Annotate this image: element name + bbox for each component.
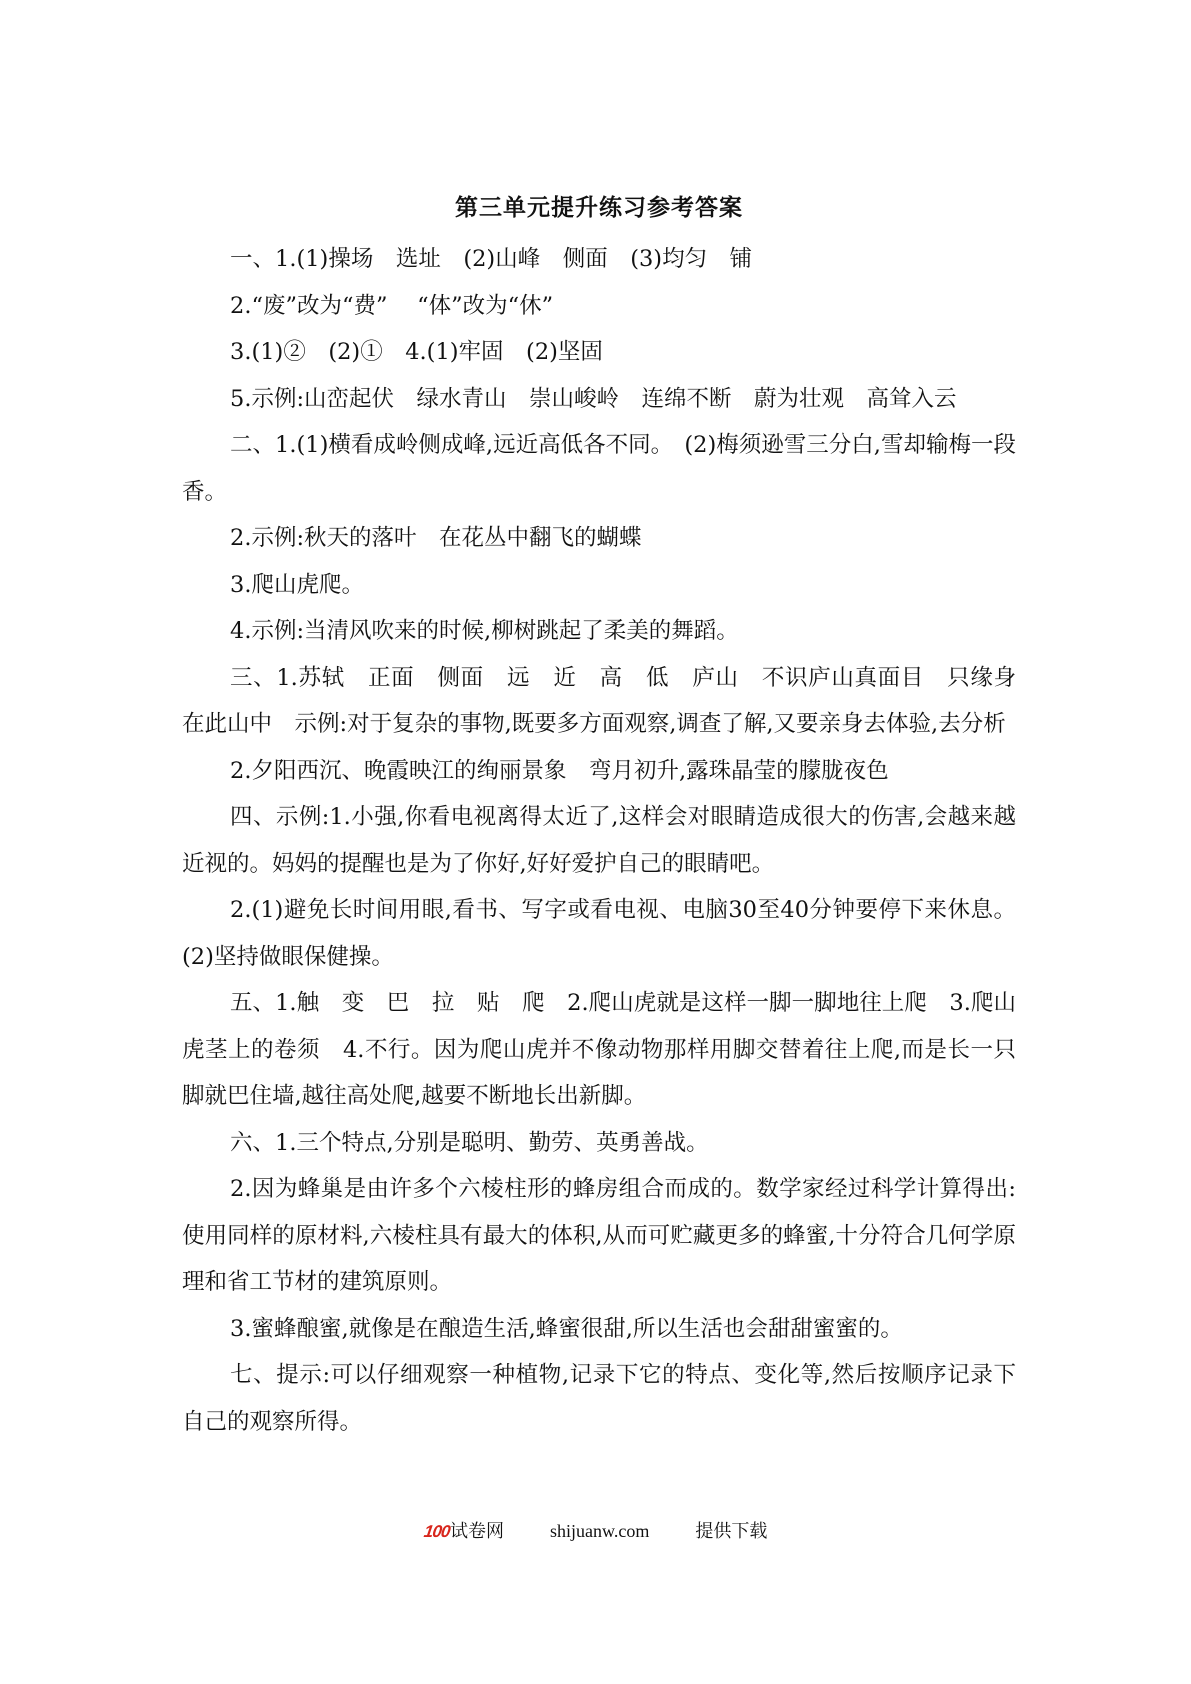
answer-paragraph: 4.示例:当清风吹来的时候,柳树跳起了柔美的舞蹈。 bbox=[230, 618, 739, 644]
site-name: 试卷网 bbox=[450, 1521, 505, 1542]
site-url[interactable]: shijuanw.com bbox=[550, 1521, 650, 1541]
answer-document bbox=[182, 192, 1016, 1445]
download-note: 提供下载 bbox=[695, 1521, 768, 1542]
site-logo: 100 bbox=[422, 1522, 451, 1541]
answer-paragraph: 2.示例:秋天的落叶 在花丛中翻飞的蝴蝶 bbox=[230, 525, 642, 551]
answer-paragraph: 四、示例:1.小强,你看电视离得太近了,这样会对眼睛造成很大的伤害,会越来越近视的。妈妈的提醒也是为了你好,好好爱护自己的眼睛吧。 bbox=[182, 804, 1016, 877]
answer-paragraph: 一、1.(1)操场 选址 (2)山峰 侧面 (3)均匀 铺 bbox=[230, 246, 753, 272]
answer-paragraph: 5.示例:山峦起伏 绿水青山 崇山峻岭 连绵不断 蔚为壮观 高耸入云 bbox=[230, 385, 957, 412]
answer-paragraph: 3.蜜蜂酿蜜,就像是在酿造生活,蜂蜜很甜,所以生活也会甜甜蜜蜜的。 bbox=[230, 1315, 903, 1342]
answer-paragraph: 三、1.苏轼 正面 侧面 远 近 高 低 庐山 不识庐山真面目 只缘身在此山中 示例:对于复杂的事物,既要多方面观察,调查了解,又要亲身去体验,去分析 bbox=[182, 664, 1016, 737]
answer-paragraph: 2.因为蜂巢是由许多个六棱柱形的蜂房组合而成的。数学家经过科学计算得出:使用同样的原材料,六棱柱具有最大的体积,从而可贮藏更多的蜂蜜,十分符合几何学原理和省工节材的建筑原则。 bbox=[182, 1176, 1016, 1295]
answer-paragraph: 七、提示:可以仔细观察一种植物,记录下它的特点、变化等,然后按顺序记录下自己的观察所得。 bbox=[182, 1362, 1016, 1435]
document-title: 第三单元提升练习参考答案 bbox=[455, 194, 743, 221]
answer-paragraph: 3.爬山虎爬。 bbox=[230, 571, 364, 598]
answer-paragraph: 六、1.三个特点,分别是聪明、勤劳、英勇善战。 bbox=[230, 1129, 709, 1156]
answer-paragraph: 2.(1)避免长时间用眼,看书、写字或看电视、电脑30至40分钟要停下来休息。(2)坚持做眼保健操。 bbox=[182, 897, 1016, 970]
answer-paragraph: 2.“废”改为“费” “体”改为“休” bbox=[230, 292, 554, 319]
answer-paragraph: 3.(1)② (2)① 4.(1)牢固 (2)坚固 bbox=[230, 339, 603, 365]
answer-paragraph: 五、1.触 变 巴 拉 贴 爬 2.爬山虎就是这样一脚一脚地往上爬 3.爬山虎茎上的卷须 4.不行。因为爬山虎并不像动物那样用脚交替着往上爬,而是长一只脚就巴住墙,越往高处爬,越要不断地长出新脚。 bbox=[182, 990, 1016, 1109]
answer-paragraph: 二、1.(1)横看成岭侧成峰,远近高低各不同。 (2)梅须逊雪三分白,雪却输梅一段香。 bbox=[182, 432, 1016, 505]
answer-paragraph: 2.夕阳西沉、晚霞映江的绚丽景象 弯月初升,露珠晶莹的朦胧夜色 bbox=[230, 757, 889, 784]
page-footer bbox=[0, 1518, 1191, 1545]
